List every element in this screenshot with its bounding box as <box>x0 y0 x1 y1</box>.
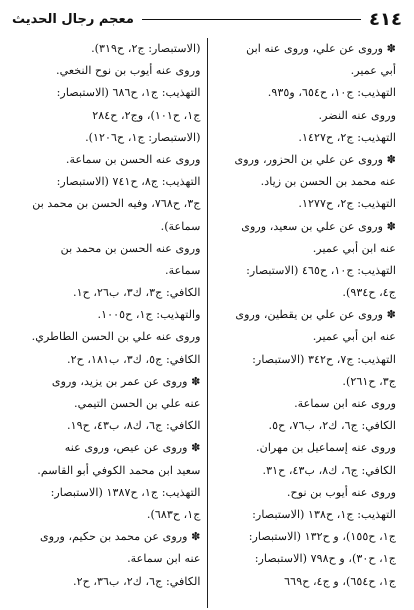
text-line: (الاستبصار: ج١، ح١٢٠٦). <box>85 130 201 144</box>
text-line: عنه ابن أبي عمير. <box>312 330 396 344</box>
text-line: سماعة. <box>165 263 201 277</box>
text-line: ج١، ح٦٨٣). <box>146 507 201 521</box>
text-line: ج١، ح١٥٥)، و ح١٣٢ (الاستبصار: <box>248 530 396 544</box>
text-line: عنه علي بن الحسن التيمي. <box>74 397 201 410</box>
book-title: معجم رجال الحديث <box>12 11 134 27</box>
text-line: عنه ابن سماعة. <box>127 552 201 566</box>
text-line: التهذيب: ج٨، ح٧٤١ (الاستبصار: <box>56 175 201 189</box>
text-line: ✽ وروى عن علي بن الحزور، وروى <box>234 152 396 166</box>
text-line: التهذيب: ج٢، ح١٢٧٧. <box>298 197 396 211</box>
text-line: ج٤، ح٩٣٤). <box>342 286 396 300</box>
text-line: التهذيب: ج١٠، ح٦٥٤، و٩٣٥. <box>267 86 396 100</box>
text-line: الكافي: ج٥، ك٣، ب١٨١، ح٢. <box>67 352 201 366</box>
text-line: ج١، ح٦٥٤)، و ج٤، ح٦٦٩ <box>284 574 396 588</box>
text-line: الكافي: ج٦، ك٢، ب٣٦، ح٢. <box>73 574 201 588</box>
text-line: سماعة). <box>160 219 201 233</box>
text-line: والتهذيب: ج١، ح١٠٠٥. <box>97 308 201 322</box>
text-line: عنه ابن أبي عمير. <box>312 241 396 255</box>
text-line: التهذيب: ج٧، ح٣٤٢ (الاستبصار: <box>252 352 396 366</box>
text-line: التهذيب: ج١، ح٦٨٦ (الاستبصار: <box>56 86 201 100</box>
page-header <box>12 8 402 30</box>
text-line: سعيد ابن محمد الكوفي أبو القاسم. <box>37 463 201 477</box>
text-line: التهذيب: ج٢، ح١٤٢٧. <box>298 130 396 144</box>
text-line: التهذيب: ج١، ح١٣٨٧ (الاستبصار: <box>50 485 201 499</box>
text-line: التهذيب: ج١٠، ح٤٦٥ (الاستبصار: <box>246 263 396 277</box>
text-line: ج٣، ح٢٦١). <box>342 374 396 388</box>
text-line: وروى عنه الحسن بن سماعة. <box>65 152 201 166</box>
text-line: وروى عنه ابن سماعة. <box>294 397 396 410</box>
page-number: ٤١٤ <box>369 8 402 30</box>
text-line: الكافي: ج٦، ك٢، ب٧٦، ح٥. <box>268 419 396 433</box>
text-line: وروى عنه النضر. <box>318 108 396 122</box>
text-line: وروى عنه أيوب بن نوح النخعي. <box>56 64 201 78</box>
text-line: ج٣، ح٧٦٨، وفيه الحسن بن محمد بن <box>32 197 201 211</box>
text-line: ✽ وروى عن محمد بن حكيم، وروى <box>39 530 201 544</box>
text-line: وروى عنه الحسن بن محمد بن <box>60 241 201 255</box>
text-line: عنه محمد بن الحسن بن زياد. <box>260 175 396 189</box>
text-line: وروى عنه أيوب بن نوح. <box>286 485 396 499</box>
text-line: ✽ وروى عن علي بن سعيد، وروى <box>241 219 396 233</box>
text-line: (الاستبصار: ج٢، ح٣١٩). <box>91 42 201 55</box>
text-line: وروى عنه إسماعيل بن مهران. <box>256 441 396 455</box>
text-line: الكافي: ج٦، ك٨، ب٤٣، ح٣١. <box>262 463 396 477</box>
text-line: ✽ وروى عن عيص، وروى عنه <box>64 441 201 455</box>
text-line: التهذيب: ج١، ح١٣٨ (الاستبصار: <box>252 507 396 521</box>
text-line: الكافي: ج٦، ك٨، ب٤٣، ح١٩. <box>67 419 201 433</box>
column-divider <box>207 38 208 608</box>
right-column <box>208 38 403 608</box>
left-column <box>12 38 207 608</box>
text-line: ✽ وروى عن علي بن يقطين، وروى <box>235 308 396 322</box>
text-line: ج١، ح٣٠)، و ح٧٩٨ (الاستبصار: <box>254 552 396 566</box>
text-line: ✽ وروى عن علي، وروى عنه ابن <box>246 42 396 55</box>
text-line: ج١، ح١٠١)، وج٢، ح٢٨٤ <box>92 108 201 122</box>
text-line: أبي عمير. <box>350 64 396 78</box>
text-columns <box>12 38 402 608</box>
text-line: وروى عنه علي بن الحسن الطاطري. <box>31 330 201 344</box>
text-line: الكافي: ج٣، ك٣، ب٢٦، ح١. <box>73 286 201 300</box>
header-rule <box>142 19 361 20</box>
text-line: ✽ وروى عن عمر بن يزيد، وروى <box>51 374 201 388</box>
